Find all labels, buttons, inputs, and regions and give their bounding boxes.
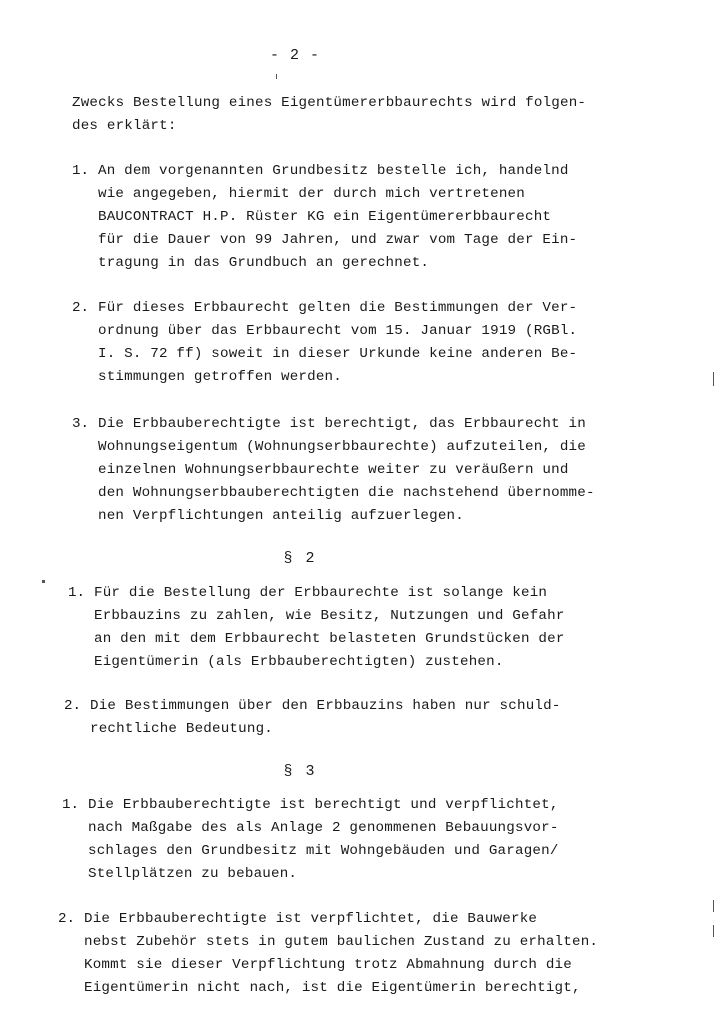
scan-speck [42, 580, 45, 583]
scan-speck [276, 74, 277, 79]
paragraph-line: Wohnungseigentum (Wohnungserbbaurechte) aufzuteilen, die [98, 439, 586, 455]
paragraph-line: einzelnen Wohnungserbbaurechte weiter zu veräußern und [98, 462, 569, 478]
paragraph-line: den Wohnungserbbauberechtigten die nachstehend übernomme- [98, 485, 595, 501]
item-number: 2. [58, 911, 76, 927]
scan-speck [713, 925, 714, 937]
paragraph-line: Erbbauzins zu zahlen, wie Besitz, Nutzungen und Gefahr [94, 608, 565, 624]
item-number: 3. [72, 416, 90, 432]
paragraph-line: nebst Zubehör stets in gutem baulichen Zustand zu erhalten. [84, 934, 599, 950]
item-number: 1. [62, 797, 80, 813]
paragraph-line: stimmungen getroffen werden. [98, 369, 342, 385]
paragraph-line: schlages den Grundbesitz mit Wohngebäuden und Garagen/ [88, 843, 559, 859]
item-number: 2. [72, 300, 90, 316]
intro-line-2: des erklärt: [72, 118, 177, 134]
scan-speck [713, 900, 714, 912]
paragraph-line: Eigentümerin nicht nach, ist die Eigentümerin berechtigt, [84, 980, 581, 996]
paragraph-line: tragung in das Grundbuch an gerechnet. [98, 255, 430, 271]
paragraph-line: an den mit dem Erbbaurecht belasteten Grundstücken der [94, 631, 565, 647]
paragraph-line: An dem vorgenannten Grundbesitz bestelle ich, handelnd [98, 163, 569, 179]
paragraph-line: Die Erbbauberechtigte ist verpflichtet, die Bauwerke [84, 911, 538, 927]
paragraph-line: Kommt sie dieser Verpflichtung trotz Abmahnung durch die [84, 957, 572, 973]
paragraph-line: für die Dauer von 99 Jahren, und zwar vom Tage der Ein- [98, 232, 578, 248]
paragraph-line: nach Maßgabe des als Anlage 2 genommenen Bebauungsvor- [88, 820, 559, 836]
section-heading: § 3 [283, 763, 317, 780]
item-number: 1. [68, 585, 86, 601]
paragraph-line: Für die Bestellung der Erbbaurechte ist solange kein [94, 585, 548, 601]
paragraph-line: wie angegeben, hiermit der durch mich vertretenen [98, 186, 525, 202]
paragraph-line: Eigentümerin (als Erbbauberechtigten) zustehen. [94, 654, 504, 670]
item-number: 2. [64, 698, 82, 714]
paragraph-line: ordnung über das Erbbaurecht vom 15. Januar 1919 (RGBl. [98, 323, 578, 339]
paragraph-line: BAUCONTRACT H.P. Rüster KG ein Eigentümererbbaurecht [98, 209, 552, 225]
section-heading: § 2 [283, 550, 317, 567]
paragraph-line: Die Erbbauberechtigte ist berechtigt und verpflichtet, [88, 797, 559, 813]
paragraph-line: Die Erbbauberechtigte ist berechtigt, das Erbbaurecht in [98, 416, 586, 432]
scan-speck [713, 372, 714, 386]
paragraph-line: rechtliche Bedeutung. [90, 721, 273, 737]
item-number: 1. [72, 163, 90, 179]
paragraph-line: I. S. 72 ff) soweit in dieser Urkunde keine anderen Be- [98, 346, 578, 362]
paragraph-line: nen Verpflichtungen anteilig aufzuerlegen. [98, 508, 464, 524]
paragraph-line: Die Bestimmungen über den Erbbauzins haben nur schuld- [90, 698, 561, 714]
intro-line-1: Zwecks Bestellung eines Eigentümererbbaurechts wird folgen- [72, 95, 587, 111]
paragraph-line: Stellplätzen zu bebauen. [88, 866, 298, 882]
paragraph-line: Für dieses Erbbaurecht gelten die Bestimmungen der Ver- [98, 300, 578, 316]
page-number: - 2 - [269, 47, 320, 64]
